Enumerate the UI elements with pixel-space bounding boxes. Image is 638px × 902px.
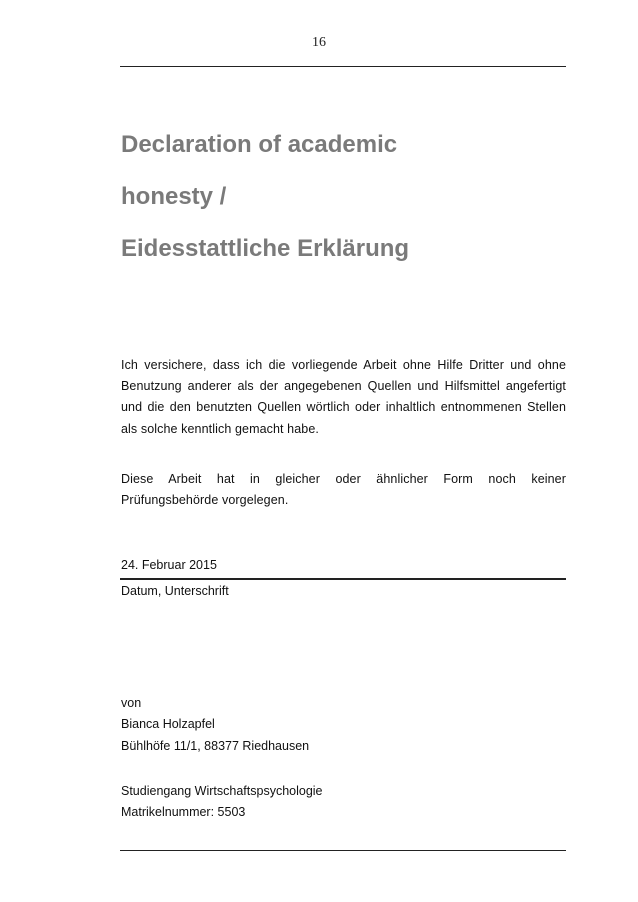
declaration-paragraph-2-line-1: Diese Arbeit hat in gleicher oder ähnlicher Form noch keiner	[121, 472, 566, 486]
signature-line	[120, 578, 566, 580]
author-matriculation: Matrikelnummer: 5503	[121, 805, 246, 819]
author-von: von	[121, 696, 142, 710]
title-line-3: Eidesstattliche Erklärung	[121, 235, 410, 262]
author-address: Bühlhöfe 11/1, 88377 Riedhausen	[121, 739, 310, 753]
page-number: 16	[312, 35, 326, 50]
signature-date: 24. Februar 2015	[121, 558, 217, 572]
author-program: Studiengang Wirtschaftspsychologie	[121, 784, 323, 798]
title-line-2: honesty /	[121, 183, 227, 210]
footer-rule	[120, 850, 566, 851]
declaration-paragraph-1: Ich versichere, dass ich die vorliegende Arbeit ohne Hilfe Dritter und ohne Benutzung anderer als der angegebenen Quellen und Hilfsmittel angefertigt und die den benutzten Quellen wörtlich oder inhaltlich entnommenen Stellen als solche kenntlich gemacht habe.	[121, 358, 566, 436]
declaration-paragraph-2-line-2: Prüfungsbehörde vorgelegen.	[121, 493, 289, 507]
signature-caption: Datum, Unterschrift	[121, 584, 229, 598]
header-rule	[120, 66, 566, 67]
author-name: Bianca Holzapfel	[121, 717, 215, 731]
title-line-1: Declaration of academic	[121, 131, 398, 158]
